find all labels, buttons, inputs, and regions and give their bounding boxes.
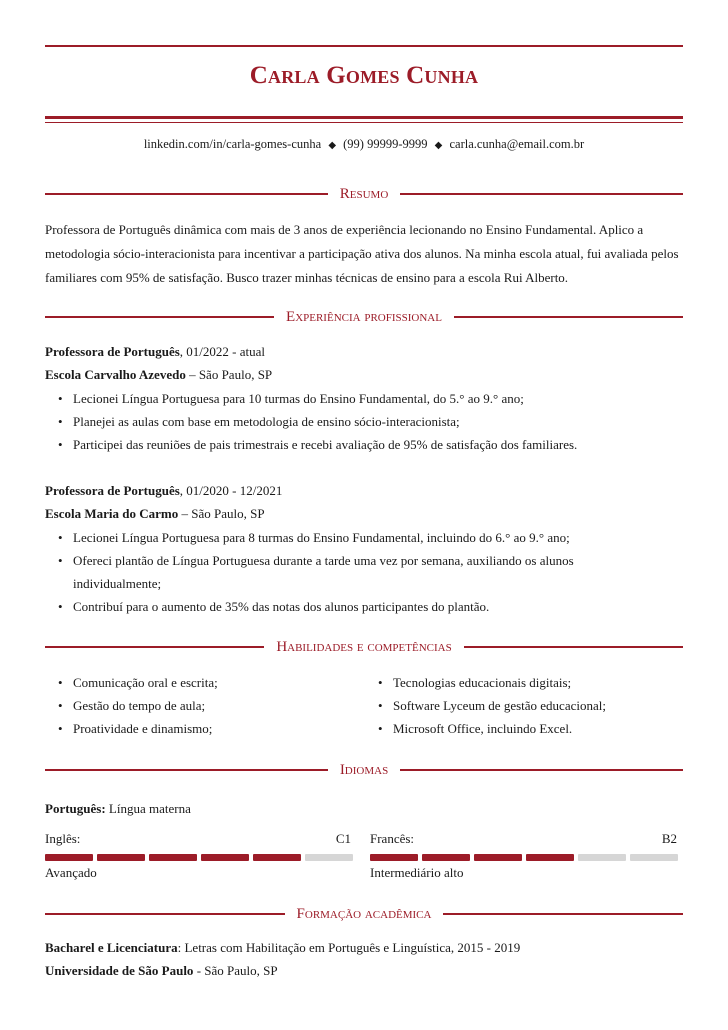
section-rule-right [400, 193, 683, 194]
skills-left-list [45, 671, 355, 740]
section-rule-left [45, 193, 328, 194]
section-summary-header [45, 185, 683, 203]
section-experience-title: Experiência profissional [286, 309, 442, 325]
list-item: • Software Lyceum de gestão educacional; [365, 694, 683, 717]
proficiency-segment-filled [149, 854, 197, 861]
section-experience-header [45, 308, 683, 326]
proficiency-segment-filled [253, 854, 301, 861]
section-rule-left [45, 646, 264, 647]
native-language-value: Língua materna [105, 801, 191, 816]
section-education-title: Formação acadêmica [296, 906, 432, 922]
language-2-name: Francês: [370, 831, 415, 846]
list-item: • Proatividade e dinamismo; [45, 717, 355, 740]
email-link[interactable]: carla.cunha@email.com.br [449, 137, 585, 151]
summary-text: Professora de Português dinâmica com mais de 3 anos de experiência lecionando no Ensino Fundamental. Aplico a metodologia sócio-interacionista para incentivar a participação ativa dos alunos. Na minha escola atual, fui avaliada pelos familiares com 95% de satisfação. Busco trazer minhas técnicas de ensino para a escola Rui Alberto. [45, 222, 679, 285]
section-rule-right [443, 913, 683, 914]
language-1-proficiency-bar [45, 854, 353, 861]
section-rule-right [464, 646, 683, 647]
linkedin-link[interactable]: linkedin.com/in/carla-gomes-cunha [143, 137, 322, 151]
proficiency-segment-filled [45, 854, 93, 861]
proficiency-segment-filled [370, 854, 418, 861]
job-2-school: Escola Maria do Carmo [45, 506, 179, 521]
language-2-description: Intermediário alto [370, 865, 464, 880]
proficiency-segment-empty [305, 854, 353, 861]
native-language-line [45, 799, 191, 819]
list-item: • Lecionei Língua Portuguesa para 8 turmas do Ensino Fundamental, incluindo do 6.° ao 9.° ano; [45, 526, 605, 549]
education-location: - São Paulo, SP [193, 963, 278, 978]
language-2-proficiency-bar [370, 854, 678, 861]
proficiency-segment-empty [630, 854, 678, 861]
job-2-dates: , 01/2020 - 12/2021 [179, 483, 283, 498]
diamond-separator-icon: ◆ [434, 140, 443, 151]
education-degree: Bacharel e Licenciatura [45, 940, 178, 955]
section-rule-left [45, 316, 274, 317]
job-1-school-line [45, 365, 272, 385]
job-1-location: – São Paulo, SP [185, 367, 273, 382]
language-1-name: Inglês: [45, 831, 81, 846]
job-2-bullets [45, 526, 605, 618]
list-item: • Planejei as aulas com base em metodologia de ensino sócio-interacionista; [45, 410, 685, 433]
header-divider-thin [45, 122, 683, 123]
contact-line [45, 137, 683, 152]
language-1-level: C1 [335, 831, 351, 846]
list-item: • Contribuí para o aumento de 35% das notas dos alunos participantes do plantão. [45, 595, 605, 618]
section-rule-left [45, 913, 285, 914]
education-university-line [45, 961, 278, 981]
proficiency-segment-filled [97, 854, 145, 861]
job-2-title-line [45, 481, 282, 501]
proficiency-segment-filled [201, 854, 249, 861]
list-item: • Lecionei Língua Portuguesa para 10 turmas do Ensino Fundamental, do 5.° ao 9.° ano; [45, 387, 685, 410]
list-item: • Tecnologias educacionais digitais; [365, 671, 683, 694]
section-skills-title: Habilidades e competências [276, 639, 452, 655]
section-rule-right [454, 316, 683, 317]
diamond-separator-icon: ◆ [328, 140, 337, 151]
education-degree-line [45, 938, 520, 958]
job-1-title-line [45, 342, 265, 362]
education-university: Universidade de São Paulo [45, 963, 194, 978]
phone-number: (99) 99999-9999 [343, 137, 428, 151]
header-divider-thick [45, 116, 683, 119]
top-divider [45, 45, 683, 47]
proficiency-segment-empty [578, 854, 626, 861]
candidate-name: Carla Gomes Cunha [249, 62, 479, 89]
section-languages-title: Idiomas [339, 762, 389, 778]
list-item: • Gestão do tempo de aula; [45, 694, 355, 717]
section-rule-left [45, 769, 328, 770]
list-item: • Participei das reuniões de pais trimestrais e recebi avaliação de 95% de satisfação dos familiares. [45, 433, 685, 456]
list-item: • Ofereci plantão de Língua Portuguesa durante a tarde uma vez por semana, auxiliando os alunos individualmente; [45, 549, 605, 595]
job-2-school-line [45, 504, 265, 524]
list-item: • Microsoft Office, incluindo Excel. [365, 717, 683, 740]
proficiency-segment-filled [422, 854, 470, 861]
language-1-description: Avançado [45, 865, 97, 880]
section-languages-header [45, 761, 683, 779]
skills-right-list [365, 671, 683, 740]
section-education-header [45, 905, 683, 923]
job-2-role: Professora de Português [45, 483, 180, 498]
job-1-bullets [45, 387, 685, 456]
section-summary-title: Resumo [339, 186, 389, 202]
section-rule-right [400, 769, 683, 770]
list-item: • Comunicação oral e escrita; [45, 671, 355, 694]
job-2-location: – São Paulo, SP [178, 506, 265, 521]
job-1-school: Escola Carvalho Azevedo [45, 367, 186, 382]
proficiency-segment-filled [526, 854, 574, 861]
native-language-label: Português: [45, 801, 106, 816]
job-1-dates: , 01/2022 - atual [179, 344, 266, 359]
education-course: : Letras com Habilitação em Português e Linguística, 2015 - 2019 [177, 940, 521, 955]
proficiency-segment-filled [474, 854, 522, 861]
section-skills-header [45, 638, 683, 656]
job-1-role: Professora de Português [45, 344, 180, 359]
language-2-level: B2 [661, 831, 677, 846]
